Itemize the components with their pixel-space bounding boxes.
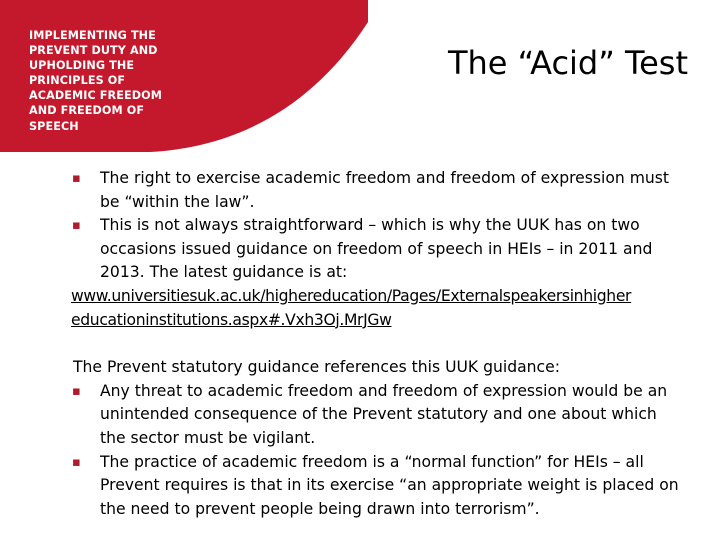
guidance-link[interactable] <box>71 285 683 332</box>
bullet-item <box>73 214 683 285</box>
square-bullet-icon: ▪ <box>72 454 81 470</box>
banner-line: IMPLEMENTING THE <box>29 29 156 42</box>
bullet-text: The practice of academic freedom is a “normal function” for HEIs – all Prevent requires is that in its exercise “an appropriate weight is placed on the need to prevent people being drawn into terrorism”. <box>100 452 679 518</box>
guidance-link-line[interactable]: educationinstitutions.aspx#.Vxh3Oj.MrJGw <box>71 310 392 329</box>
bullet-item <box>73 451 683 522</box>
banner-heading <box>29 28 162 134</box>
square-bullet-icon: ▪ <box>72 171 81 186</box>
square-bullet-icon: ▪ <box>72 218 81 234</box>
bullet-text: The right to exercise academic freedom and freedom of expression must be “within the law”. <box>100 169 670 211</box>
section-intro: The Prevent statutory guidance references this UUK guidance: <box>73 358 560 377</box>
bullet-text: This is not always straightforward – which is why the UUK has on two occasions issued guidance on freedom of speech in HEIs – in 2011 and 2013. The latest guidance is at: <box>100 216 653 282</box>
banner-line: SPEECH <box>29 119 79 133</box>
guidance-link-line[interactable]: www.universitiesuk.ac.uk/highereducation/Pages/Externalspeakersinhigher <box>71 286 632 305</box>
bullet-item <box>73 380 683 451</box>
square-bullet-icon: ▪ <box>72 383 81 399</box>
banner-line: AND FREEDOM OF <box>29 104 145 118</box>
banner-line: PRINCIPLES OF <box>29 74 126 88</box>
bullet-item <box>73 167 683 214</box>
title-banner <box>0 0 368 152</box>
banner-line: PREVENT DUTY AND <box>29 44 158 58</box>
bullet-text: Any threat to academic freedom and freedom of expression would be an unintended consequence of the Prevent statutory and one about which the sector must be vigilant. <box>100 381 668 447</box>
banner-line: UPHOLDING THE <box>29 59 135 73</box>
section-spacer <box>73 332 683 356</box>
slide-body <box>73 167 683 521</box>
slide-title: The “Acid” Test <box>447 44 688 82</box>
banner-line: ACADEMIC FREEDOM <box>29 89 162 103</box>
